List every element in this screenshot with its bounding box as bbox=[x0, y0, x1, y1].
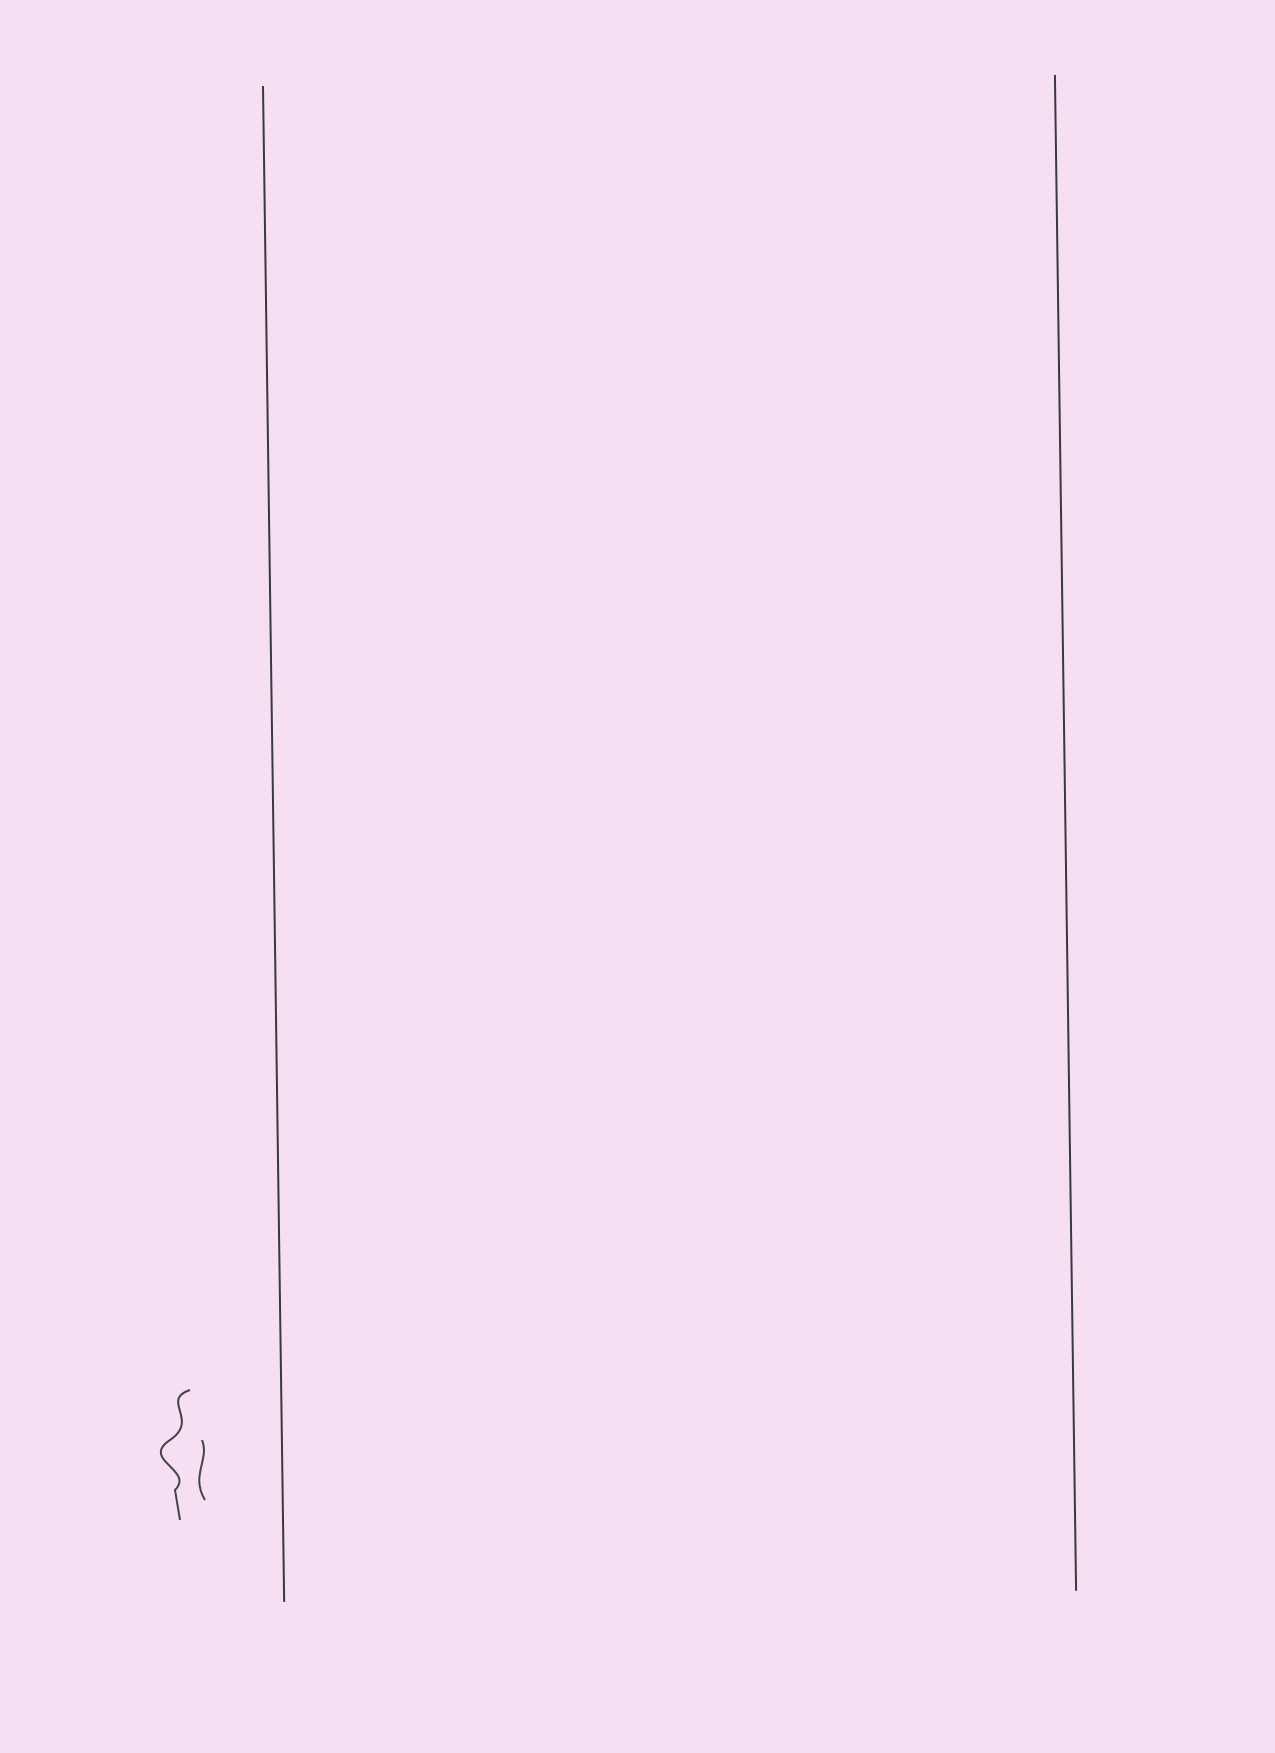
transfer-form-table bbox=[262, 75, 1077, 1602]
signature bbox=[150, 1380, 220, 1530]
